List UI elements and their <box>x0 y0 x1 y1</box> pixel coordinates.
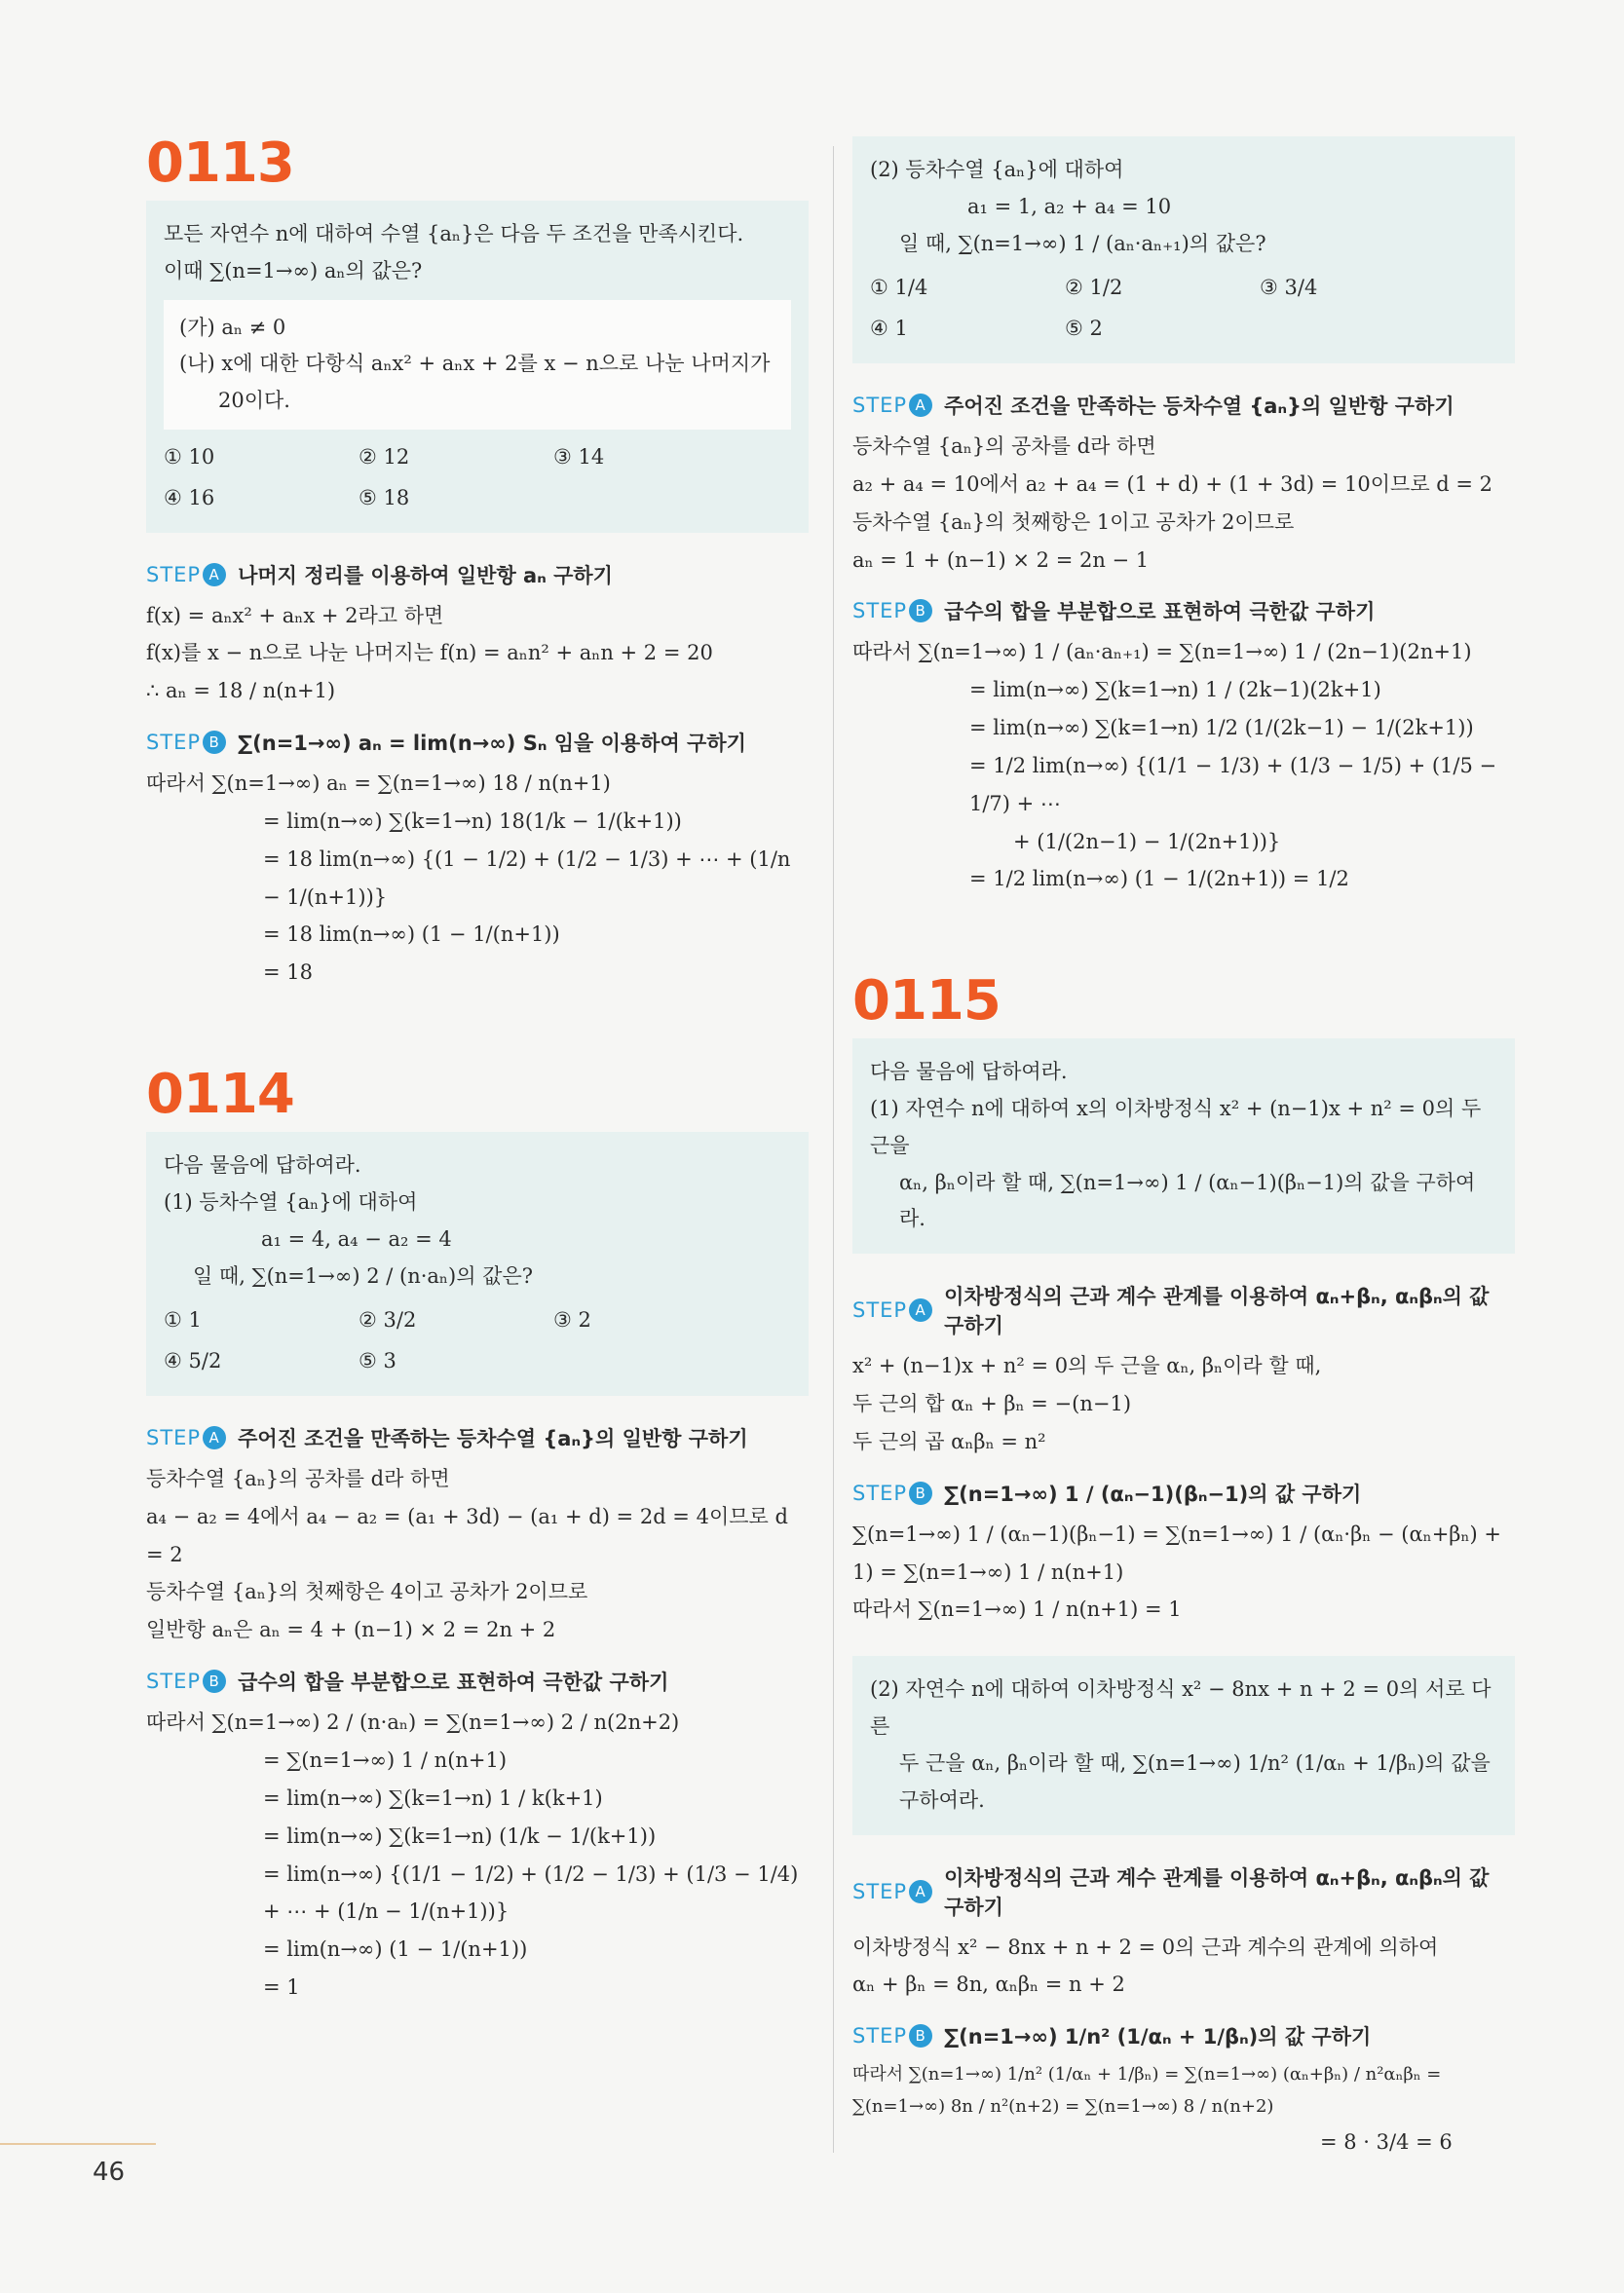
solution-line: ∑(n=1→∞) 1 / (αₙ−1)(βₙ−1) = ∑(n=1→∞) 1 / (αₙ·βₙ − (αₙ+βₙ) + 1) = ∑(n=1→∞) 1 / n(n+1) <box>852 1522 1501 1584</box>
step-letter-icon: B <box>909 2024 932 2048</box>
solution-line: 일반항 aₙ은 aₙ = 4 + (n−1) × 2 = 2n + 2 <box>146 1618 556 1642</box>
question-box <box>852 136 1515 363</box>
question-line: αₙ, βₙ이라 할 때, ∑(n=1→∞) 1 / (αₙ−1)(βₙ−1)의 값을 구하여라. <box>899 1170 1476 1231</box>
step-tag: STEP B <box>146 731 226 754</box>
step-letter-icon: A <box>203 563 226 586</box>
question-line: (2) 등차수열 {aₙ}에 대하여 <box>870 158 1124 181</box>
choice: ② 3/2 <box>359 1308 417 1333</box>
step-a-heading <box>146 560 809 589</box>
solution-line: = 1/2 lim(n→∞) {(1/1 − 1/3) + (1/3 − 1/5) + (1/5 − 1/7) + ⋯ <box>969 753 1497 815</box>
step-b-heading <box>852 1479 1515 1508</box>
solution-b <box>852 2058 1515 2161</box>
solution-b <box>852 633 1515 898</box>
step-b-heading <box>146 728 809 757</box>
solution-b <box>146 1704 809 2007</box>
step-title: 이차방정식의 근과 계수 관계를 이용하여 αₙ+βₙ, αₙβₙ의 값 구하기 <box>944 1865 1490 1919</box>
solution-a <box>146 597 809 711</box>
step-title: ∑(n=1→∞) 1/n² (1/αₙ + 1/βₙ)의 값 구하기 <box>944 2025 1372 2049</box>
step-letter-icon: B <box>203 1670 226 1693</box>
choice: ④ 5/2 <box>164 1349 222 1373</box>
solution-line: = 18 lim(n→∞) (1 − 1/(n+1)) <box>263 922 560 947</box>
step-tag: STEP A <box>146 1426 226 1449</box>
condition: 20이다. <box>218 389 290 413</box>
solution-line: 따라서 ∑(n=1→∞) 2 / (n·aₙ) = ∑(n=1→∞) 2 / n(2n+2) <box>146 1710 680 1735</box>
step-tag: STEP A <box>852 1298 932 1322</box>
solution-line: a₄ − a₂ = 4에서 a₄ − a₂ = (a₁ + 3d) − (a₁ + d) = 2d = 4이므로 d = 2 <box>146 1504 788 1566</box>
solution-line: = 18 lim(n→∞) {(1 − 1/2) + (1/2 − 1/3) + ⋯ + (1/n − 1/(n+1))} <box>263 846 791 909</box>
choice: ① 1 <box>164 1308 202 1333</box>
condition: (나) x에 대한 다항식 aₙx² + aₙx + 2를 x − n으로 나눈 나머지가 <box>179 352 771 376</box>
problem-number: 0114 <box>146 1063 294 1127</box>
solution-line: = lim(n→∞) ∑(k=1→n) 18(1/k − 1/(k+1)) <box>263 808 682 833</box>
choice: ③ 2 <box>553 1308 591 1333</box>
question-line: (1) 자연수 n에 대하여 x의 이차방정식 x² + (n−1)x + n² = 0의 두 근을 <box>870 1097 1482 1157</box>
step-letter-icon: A <box>909 1880 932 1903</box>
solution-line: = 1 <box>263 1975 300 2000</box>
step-tag: STEP B <box>146 1670 226 1693</box>
footer-rule <box>0 2143 156 2145</box>
step-tag: STEP B <box>852 1482 932 1505</box>
solution-line: 등차수열 {aₙ}의 첫째항은 1이고 공차가 2이므로 <box>852 509 1295 534</box>
solution-line: 두 근의 곱 αₙβₙ = n² <box>852 1429 1046 1453</box>
solution-a <box>852 1347 1515 1461</box>
solution-line: f(x) = aₙx² + aₙx + 2라고 하면 <box>146 603 444 627</box>
solution-line: = lim(n→∞) ∑(k=1→n) 1 / k(k+1) <box>263 1786 603 1810</box>
step-b-heading <box>146 1667 809 1696</box>
conditions-box <box>164 300 791 430</box>
choice: ① 1/4 <box>870 276 928 300</box>
step-title: 나머지 정리를 이용하여 일반항 aₙ 구하기 <box>238 563 613 587</box>
step-title: 급수의 합을 부분합으로 표현하여 극한값 구하기 <box>944 600 1376 624</box>
step-title: ∑(n=1→∞) aₙ = lim(n→∞) Sₙ 임을 이용하여 구하기 <box>238 732 746 756</box>
problem-number: 0113 <box>146 132 294 195</box>
choice: ④ 1 <box>870 317 908 341</box>
question-line: 모든 자연수 n에 대하여 수열 {aₙ}은 다음 두 조건을 만족시킨다. <box>164 222 744 245</box>
solution-line: = ∑(n=1→∞) 1 / n(n+1) <box>263 1748 508 1773</box>
step-a-heading <box>852 1862 1515 1921</box>
step-tag: STEP B <box>852 2024 932 2048</box>
problem-0113 <box>146 132 809 992</box>
question-box-2 <box>852 1656 1515 1834</box>
question-line: 다음 물음에 답하여라. <box>870 1060 1068 1084</box>
step-letter-icon: B <box>909 599 932 622</box>
solution-line: 따라서 ∑(n=1→∞) 1/n² (1/αₙ + 1/βₙ) = ∑(n=1→∞) (αₙ+βₙ) / n²αₙβₙ = ∑(n=1→∞) 8n / n²(n+2) = ∑(n=1→∞) 8 / n(n+2) <box>852 2064 1442 2118</box>
choice: ③ 3/4 <box>1260 276 1318 300</box>
question-line: 이때 ∑(n=1→∞) aₙ의 값은? <box>164 258 423 282</box>
step-tag: STEP A <box>852 394 932 417</box>
solution-line: 등차수열 {aₙ}의 첫째항은 4이고 공차가 2이므로 <box>146 1580 588 1604</box>
question-line: a₁ = 1, a₂ + a₄ = 10 <box>967 194 1172 218</box>
step-a-heading <box>852 391 1515 420</box>
choice: ⑤ 3 <box>359 1349 397 1373</box>
step-letter-icon: A <box>909 394 932 417</box>
step-a-heading <box>852 1281 1515 1339</box>
problem-number: 0115 <box>852 969 1001 1034</box>
choice: ② 1/2 <box>1065 276 1123 300</box>
choice: ① 10 <box>164 444 215 469</box>
problem-0114-part-2 <box>852 136 1515 898</box>
step-tag: STEP A <box>852 1880 932 1903</box>
solution-line: 등차수열 {aₙ}의 공차를 d라 하면 <box>146 1466 450 1490</box>
problem-0114 <box>146 1063 809 2007</box>
step-letter-icon: A <box>909 1298 932 1322</box>
solution-line: 두 근의 합 αₙ + βₙ = −(n−1) <box>852 1392 1132 1416</box>
question-line: 다음 물음에 답하여라. <box>164 1153 361 1178</box>
choices <box>164 439 791 517</box>
choices <box>164 1302 791 1380</box>
step-title: ∑(n=1→∞) 1 / (αₙ−1)(βₙ−1)의 값 구하기 <box>944 1482 1362 1506</box>
solution-line: = lim(n→∞) ∑(k=1→n) (1/k − 1/(k+1)) <box>263 1823 657 1848</box>
solution-line: = lim(n→∞) ∑(k=1→n) 1/2 (1/(2k−1) − 1/(2k+1)) <box>969 716 1474 740</box>
solution-line: = 1/2 lim(n→∞) (1 − 1/(2n+1)) = 1/2 <box>969 867 1349 891</box>
condition: (가) aₙ ≠ 0 <box>179 315 286 339</box>
left-column <box>146 132 809 2007</box>
solution-line: 따라서 ∑(n=1→∞) 1 / (aₙ·aₙ₊₁) = ∑(n=1→∞) 1 / (2n−1)(2n+1) <box>852 640 1472 664</box>
question-box <box>146 1132 809 1396</box>
step-title: 급수의 합을 부분합으로 표현하여 극한값 구하기 <box>238 1671 669 1695</box>
choice: ⑤ 18 <box>359 485 410 509</box>
step-title: 주어진 조건을 만족하는 등차수열 {aₙ}의 일반항 구하기 <box>944 394 1454 418</box>
solution-a <box>146 1460 809 1649</box>
question-box <box>852 1038 1515 1254</box>
solution-line: + (1/(2n−1) − 1/(2n+1))} <box>1013 829 1281 853</box>
solution-b <box>146 765 809 992</box>
solution-line: = 8 · 3/4 = 6 <box>1320 2129 1453 2154</box>
solution-line: f(x)를 x − n으로 나눈 나머지는 f(n) = aₙn² + aₙn + 2 = 20 <box>146 641 713 665</box>
step-b-heading <box>852 596 1515 625</box>
column-divider <box>833 146 834 2153</box>
solution-a <box>852 1929 1515 2005</box>
question-box <box>146 201 809 533</box>
solution-line: αₙ + βₙ = 8n, αₙβₙ = n + 2 <box>852 1973 1125 1997</box>
choice: ⑤ 2 <box>1065 317 1103 341</box>
step-b-heading <box>852 2021 1515 2050</box>
problem-0115 <box>852 969 1515 2161</box>
step-letter-icon: B <box>203 731 226 754</box>
solution-line: 따라서 ∑(n=1→∞) aₙ = ∑(n=1→∞) 18 / n(n+1) <box>146 771 611 796</box>
solution-line: x² + (n−1)x + n² = 0의 두 근을 αₙ, βₙ이라 할 때, <box>852 1354 1322 1378</box>
solution-line: = lim(n→∞) ∑(k=1→n) 1 / (2k−1)(2k+1) <box>969 678 1381 702</box>
question-line: 두 근을 αₙ, βₙ이라 할 때, ∑(n=1→∞) 1/n² (1/αₙ + 1/βₙ)의 값을 구하여라. <box>899 1750 1491 1812</box>
solution-line: aₙ = 1 + (n−1) × 2 = 2n − 1 <box>852 547 1150 572</box>
solution-line: 이차방정식 x² − 8nx + n + 2 = 0의 근과 계수의 관계에 의하여 <box>852 1935 1439 1959</box>
step-title: 이차방정식의 근과 계수 관계를 이용하여 αₙ+βₙ, αₙβₙ의 값 구하기 <box>944 1285 1490 1338</box>
step-letter-icon: B <box>909 1482 932 1505</box>
solution-a <box>852 428 1515 579</box>
question-line: (2) 자연수 n에 대하여 이차방정식 x² − 8nx + n + 2 = 0의 서로 다른 <box>870 1677 1492 1739</box>
page-number: 46 <box>93 2158 126 2187</box>
solution-b <box>852 1516 1515 1630</box>
step-tag: STEP B <box>852 599 932 622</box>
step-letter-icon: A <box>203 1426 226 1449</box>
question-line: (1) 등차수열 {aₙ}에 대하여 <box>164 1189 418 1214</box>
solution-line: = lim(n→∞) (1 − 1/(n+1)) <box>263 1937 528 1962</box>
choice: ④ 16 <box>164 485 215 509</box>
right-column <box>852 136 1515 2161</box>
question-line: a₁ = 4, a₄ − a₂ = 4 <box>261 1226 452 1251</box>
step-tag: STEP A <box>146 563 226 586</box>
solution-line: 따라서 ∑(n=1→∞) 1 / n(n+1) = 1 <box>852 1598 1182 1622</box>
solution-line: ∴ aₙ = 18 / n(n+1) <box>146 679 336 703</box>
question-line: 일 때, ∑(n=1→∞) 2 / (n·aₙ)의 값은? <box>193 1263 533 1288</box>
solution-line: 등차수열 {aₙ}의 공차를 d라 하면 <box>852 433 1156 458</box>
question-line: 일 때, ∑(n=1→∞) 1 / (aₙ·aₙ₊₁)의 값은? <box>899 231 1266 255</box>
choice: ② 12 <box>359 444 410 469</box>
solution-line: = 18 <box>263 960 313 985</box>
step-a-heading <box>146 1423 809 1452</box>
solution-line: a₂ + a₄ = 10에서 a₂ + a₄ = (1 + d) + (1 + 3d) = 10이므로 d = 2 <box>852 471 1493 496</box>
step-title: 주어진 조건을 만족하는 등차수열 {aₙ}의 일반항 구하기 <box>238 1426 748 1450</box>
choices <box>870 270 1497 348</box>
solution-line: = lim(n→∞) {(1/1 − 1/2) + (1/2 − 1/3) + (1/3 − 1/4) + ⋯ + (1/n − 1/(n+1))} <box>263 1861 799 1924</box>
choice: ③ 14 <box>553 444 605 469</box>
